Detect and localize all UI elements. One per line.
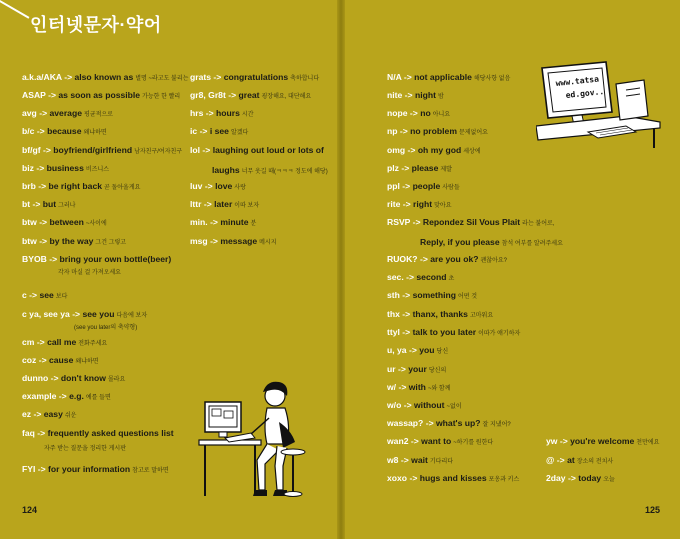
col1-entry bbox=[22, 409, 76, 419]
abbreviation: wassap? bbox=[387, 418, 424, 428]
abbreviation: b/c bbox=[22, 126, 35, 136]
col1-entry bbox=[22, 236, 126, 246]
arrow: -> bbox=[228, 90, 237, 100]
meaning-korean: 시간 bbox=[241, 112, 254, 118]
meaning-english: people bbox=[412, 181, 441, 191]
lol-continuation bbox=[212, 165, 328, 175]
arrow: -> bbox=[407, 145, 416, 155]
arrow: -> bbox=[404, 90, 413, 100]
arrow: -> bbox=[409, 473, 418, 483]
col4-entry bbox=[546, 473, 615, 483]
abbreviation: dunno bbox=[22, 373, 49, 383]
meaning-korean: 보다 bbox=[55, 294, 68, 300]
meaning-korean: 왜냐하면 bbox=[75, 359, 99, 365]
arrow: -> bbox=[419, 254, 428, 264]
meaning-english: but bbox=[42, 199, 57, 209]
abbreviation: ez bbox=[22, 409, 32, 419]
col1-entry bbox=[22, 337, 107, 347]
arrow: -> bbox=[213, 72, 222, 82]
meaning-english: business bbox=[46, 163, 84, 173]
arrow: -> bbox=[36, 337, 45, 347]
abbreviation: ic bbox=[190, 126, 198, 136]
col2-entry bbox=[190, 145, 326, 155]
arrow: -> bbox=[48, 90, 57, 100]
abbreviation: a.k.a/AKA bbox=[22, 72, 62, 82]
meaning-english: frequently asked questions list bbox=[47, 428, 174, 438]
col4-entry bbox=[546, 455, 613, 465]
seeya-subtext: (see you later의 축약형) bbox=[74, 325, 138, 331]
meaning-korean: 굉장해요, 대단해요 bbox=[261, 94, 312, 100]
col2-entry bbox=[190, 72, 319, 82]
abbreviation: BYOB bbox=[22, 254, 47, 264]
abbreviation: xoxo bbox=[387, 473, 408, 483]
arrow: -> bbox=[397, 364, 406, 374]
meaning-english: because bbox=[47, 126, 82, 136]
abbreviation: RUOK? bbox=[387, 254, 418, 264]
abbreviation: w/o bbox=[387, 400, 402, 410]
meaning-korean: 당신 bbox=[436, 349, 449, 355]
meaning-korean: 오늘 bbox=[603, 477, 615, 483]
meaning-english: you bbox=[419, 345, 435, 355]
arrow: -> bbox=[402, 181, 411, 191]
meaning-english: your bbox=[408, 364, 427, 374]
abbreviation: w/ bbox=[387, 382, 397, 392]
meaning-korean: 세상에 bbox=[463, 149, 481, 155]
abbreviation: avg bbox=[22, 108, 37, 118]
arrow: -> bbox=[202, 145, 211, 155]
abbreviation: btw bbox=[22, 217, 37, 227]
meaning-korean: 맞아요 bbox=[434, 203, 452, 209]
arrow: -> bbox=[36, 163, 45, 173]
meaning-english: as soon as possible bbox=[58, 90, 141, 100]
meaning-korean: 고마워요 bbox=[469, 313, 494, 319]
col1-entry bbox=[22, 72, 188, 82]
col1-entry bbox=[22, 145, 182, 155]
col3-entry bbox=[387, 382, 451, 392]
meaning-korean: 전화주세요 bbox=[78, 341, 108, 347]
person-at-computer-illustration bbox=[195, 378, 310, 500]
arrow: -> bbox=[33, 409, 42, 419]
abbreviation: ttyl bbox=[387, 327, 400, 337]
meaning-korean: 분 bbox=[250, 221, 257, 227]
meaning-korean: 사람들 bbox=[442, 185, 460, 191]
arrow: -> bbox=[559, 436, 568, 446]
byob-subtext: 각자 마실 걸 가져오세요 bbox=[58, 270, 121, 276]
arrow: -> bbox=[402, 327, 411, 337]
col2-entry bbox=[190, 236, 277, 246]
arrow: -> bbox=[400, 455, 409, 465]
abbreviation: ASAP bbox=[22, 90, 46, 100]
meaning-english: see bbox=[39, 290, 54, 300]
abbreviation: luv bbox=[190, 181, 203, 191]
page-number-left: 124 bbox=[22, 505, 38, 515]
meaning-korean: 해당사항 없음 bbox=[473, 76, 511, 82]
col2-entry bbox=[190, 199, 259, 209]
abbreviation: lol bbox=[190, 145, 201, 155]
abbreviation: RSVP bbox=[387, 217, 411, 227]
arrow: -> bbox=[49, 254, 58, 264]
meaning-korean: 왜냐하면 bbox=[83, 130, 107, 136]
arrow: -> bbox=[556, 455, 565, 465]
abbreviation: brb bbox=[22, 181, 36, 191]
abbreviation: plz bbox=[387, 163, 399, 173]
abbreviation: bt bbox=[22, 199, 31, 209]
meaning-korean: 그러나 bbox=[58, 203, 76, 209]
rsvp-continuation-ko: 참석 여부를 알려주세요 bbox=[501, 241, 563, 247]
meaning-korean: 알겠다 bbox=[230, 130, 249, 136]
abbreviation: c bbox=[22, 290, 27, 300]
col1-entry bbox=[22, 163, 109, 173]
meaning-english: hugs and kisses bbox=[419, 473, 487, 483]
col1-entry bbox=[22, 355, 99, 365]
col3-entry bbox=[387, 309, 493, 319]
meaning-english: wait bbox=[411, 455, 428, 465]
meaning-korean: 참고로 말하면 bbox=[132, 468, 169, 474]
col3-entry bbox=[387, 455, 453, 465]
meaning-korean: 예를 들면 bbox=[85, 395, 111, 401]
meaning-english: no problem bbox=[410, 126, 457, 136]
col1-entry bbox=[22, 464, 169, 474]
meaning-korean: 밤 bbox=[437, 94, 444, 100]
col3-entry bbox=[387, 145, 481, 155]
col2-entry bbox=[190, 90, 311, 100]
meaning-english: see you bbox=[82, 309, 115, 319]
rsvp-continuation-en: Reply, if you please bbox=[420, 237, 500, 247]
abbreviation: N/A bbox=[387, 72, 402, 82]
meaning-english: laughing out loud or lots of bbox=[212, 145, 324, 155]
col1-entry bbox=[22, 254, 173, 264]
meaning-korean: ~와 함께 bbox=[427, 386, 451, 392]
abbreviation: w8 bbox=[387, 455, 399, 465]
abbreviation: rite bbox=[387, 199, 401, 209]
arrow: -> bbox=[39, 108, 48, 118]
screen-text-line1: www.tatsa bbox=[555, 74, 600, 88]
col3-entry bbox=[387, 217, 555, 227]
col1-entry bbox=[22, 290, 67, 300]
meaning-korean: ~사이에 bbox=[85, 221, 107, 227]
abbreviation: gr8, Gr8t bbox=[190, 90, 226, 100]
meaning-korean: 아니요 bbox=[432, 112, 451, 118]
abbreviation: biz bbox=[22, 163, 34, 173]
meaning-english: talk to you later bbox=[412, 327, 477, 337]
arrow: -> bbox=[58, 391, 67, 401]
col1-entry bbox=[22, 428, 176, 438]
meaning-english: Repondez Sil Vous Plait bbox=[422, 217, 521, 227]
abbreviation: hrs bbox=[190, 108, 204, 118]
arrow: -> bbox=[403, 400, 412, 410]
abbreviation: coz bbox=[22, 355, 37, 365]
meaning-korean: 메시지 bbox=[259, 240, 277, 246]
abbreviation: np bbox=[387, 126, 398, 136]
arrow: -> bbox=[406, 272, 415, 282]
col1-entry bbox=[22, 181, 140, 191]
meaning-english: not applicable bbox=[414, 72, 472, 82]
meaning-english: don't know bbox=[60, 373, 106, 383]
col3-entry bbox=[387, 181, 460, 191]
abbreviation: thx bbox=[387, 309, 400, 319]
meaning-korean: 축하합니다 bbox=[290, 76, 320, 82]
meaning-english: minute bbox=[220, 217, 249, 227]
arrow: -> bbox=[64, 72, 73, 82]
meaning-korean: 이따 보자 bbox=[234, 203, 260, 209]
abbreviation: lttr bbox=[190, 199, 202, 209]
meaning-korean: 비즈니스 bbox=[85, 167, 110, 173]
arrow: -> bbox=[398, 382, 407, 392]
arrow: -> bbox=[399, 126, 408, 136]
meaning-english: between bbox=[49, 217, 84, 227]
col4-entry bbox=[546, 436, 659, 446]
arrow: -> bbox=[401, 163, 410, 173]
meaning-english: what's up? bbox=[435, 418, 481, 428]
arrow: -> bbox=[402, 309, 411, 319]
meaning-korean: 별명 ~라고도 불리는 bbox=[135, 76, 189, 82]
meaning-korean: 남자친구/여자친구 bbox=[134, 149, 183, 155]
arrow: -> bbox=[37, 464, 46, 474]
col1-entry bbox=[22, 217, 107, 227]
col2-entry bbox=[190, 126, 248, 136]
arrow: -> bbox=[37, 428, 46, 438]
col3-entry bbox=[387, 272, 454, 282]
arrow: -> bbox=[402, 199, 411, 209]
abbreviation: bf/gf bbox=[22, 145, 41, 155]
col1-entry bbox=[22, 126, 107, 136]
arrow: -> bbox=[32, 199, 41, 209]
col2-entry bbox=[190, 108, 254, 118]
meaning-english: by the way bbox=[49, 236, 94, 246]
meaning-english: bring your own bottle(beer) bbox=[59, 254, 172, 264]
abbreviation: cm bbox=[22, 337, 35, 347]
meaning-korean: 제발 bbox=[440, 167, 452, 173]
arrow: -> bbox=[425, 418, 434, 428]
arrow: -> bbox=[39, 217, 48, 227]
meaning-english: great bbox=[238, 90, 260, 100]
col1-entry bbox=[22, 373, 125, 383]
arrow: -> bbox=[72, 309, 81, 319]
col3-entry bbox=[387, 327, 520, 337]
page-number-right: 125 bbox=[645, 505, 661, 515]
abbreviation: faq bbox=[22, 428, 35, 438]
col3-entry bbox=[387, 345, 448, 355]
abbreviation: omg bbox=[387, 145, 406, 155]
arrow: -> bbox=[38, 181, 47, 191]
arrow: -> bbox=[29, 290, 38, 300]
arrow: -> bbox=[567, 473, 576, 483]
abbreviation: u, ya bbox=[387, 345, 407, 355]
col3-entry bbox=[387, 418, 511, 428]
arrow: -> bbox=[402, 290, 411, 300]
col3-entry bbox=[387, 163, 452, 173]
meaning-english: without bbox=[414, 400, 445, 410]
arrow: -> bbox=[39, 236, 48, 246]
meaning-english: boyfriend/girlfriend bbox=[53, 145, 133, 155]
abbreviation: ppl bbox=[387, 181, 400, 191]
meaning-english: no bbox=[420, 108, 431, 118]
col3-entry bbox=[387, 90, 444, 100]
book-gutter bbox=[337, 0, 345, 539]
meaning-english: something bbox=[412, 290, 457, 300]
meaning-english: hours bbox=[216, 108, 240, 118]
abbreviation: sth bbox=[387, 290, 400, 300]
meaning-english: please bbox=[411, 163, 439, 173]
col3-entry bbox=[387, 108, 450, 118]
meaning-english: easy bbox=[43, 409, 63, 419]
abbreviation: c ya, see ya bbox=[22, 309, 70, 319]
col1-entry bbox=[22, 391, 111, 401]
meaning-english: congratulations bbox=[223, 72, 289, 82]
meaning-korean: 이따가 얘기하자 bbox=[478, 331, 521, 337]
meaning-korean: ~하기를 원한다 bbox=[453, 440, 494, 446]
faq-subtext: 자주 받는 질문을 정리한 게시판 bbox=[44, 446, 127, 452]
col3-entry bbox=[387, 290, 477, 300]
meaning-english: you're welcome bbox=[570, 436, 635, 446]
lol-continuation-en: laughs bbox=[212, 165, 240, 175]
abbreviation: yw bbox=[546, 436, 558, 446]
meaning-english: second bbox=[416, 272, 447, 282]
meaning-english: oh my god bbox=[417, 145, 462, 155]
meaning-korean: 장소의 전치사 bbox=[576, 459, 614, 465]
meaning-korean: 가능한 한 빨리 bbox=[142, 94, 181, 100]
meaning-korean: 몰라요 bbox=[107, 377, 126, 383]
meaning-korean: 기다리다 bbox=[429, 459, 454, 465]
meaning-english: right bbox=[413, 199, 433, 209]
meaning-english: e.g. bbox=[69, 391, 84, 401]
abbreviation: min. bbox=[190, 217, 208, 227]
page-title: 인터넷문자·약어 bbox=[30, 15, 162, 35]
meaning-korean: 당신의 bbox=[428, 368, 447, 374]
arrow: -> bbox=[203, 199, 212, 209]
meaning-korean: 사랑 bbox=[234, 185, 246, 191]
arrow: -> bbox=[409, 108, 418, 118]
meaning-english: at bbox=[567, 455, 575, 465]
meaning-english: call me bbox=[47, 337, 77, 347]
arrow: -> bbox=[412, 217, 421, 227]
lol-continuation-ko: 너무 웃길 때(ㅋㅋㅋ 정도에 해당) bbox=[241, 169, 328, 175]
col1-entry bbox=[22, 309, 147, 319]
meaning-korean: 곧 돌아올게요 bbox=[104, 185, 141, 191]
meaning-korean: 포옹과 키스 bbox=[488, 477, 520, 483]
abbreviation: ur bbox=[387, 364, 396, 374]
arrow: -> bbox=[36, 126, 45, 136]
meaning-korean: 초 bbox=[448, 276, 455, 282]
arrow: -> bbox=[38, 355, 47, 365]
meaning-korean: 다음에 보자 bbox=[116, 313, 148, 319]
arrow: -> bbox=[408, 345, 417, 355]
meaning-korean: ~없이 bbox=[446, 404, 462, 410]
col3-entry bbox=[387, 72, 510, 82]
arrow: -> bbox=[410, 436, 419, 446]
meaning-korean: 괜찮아요? bbox=[480, 258, 508, 264]
arrow: -> bbox=[50, 373, 59, 383]
arrow: -> bbox=[210, 217, 218, 227]
col1-entry bbox=[22, 199, 76, 209]
meaning-english: love bbox=[215, 181, 233, 191]
arrow: -> bbox=[204, 181, 213, 191]
computer-illustration bbox=[536, 60, 662, 150]
meaning-korean: 천만에요 bbox=[636, 440, 660, 446]
meaning-english: also known as bbox=[74, 72, 134, 82]
abbreviation: btw bbox=[22, 236, 37, 246]
meaning-korean: 라는 불어로, bbox=[522, 221, 555, 227]
col3-entry bbox=[387, 473, 519, 483]
col3-entry bbox=[387, 254, 507, 264]
col1-entry bbox=[22, 108, 113, 118]
meaning-english: with bbox=[408, 382, 426, 392]
col3-entry bbox=[387, 126, 488, 136]
meaning-english: thanx, thanks bbox=[412, 309, 468, 319]
arrow: -> bbox=[210, 236, 218, 246]
meaning-korean: 어떤 것 bbox=[458, 294, 478, 300]
meaning-korean: 평균적으로 bbox=[83, 112, 113, 118]
abbreviation: grats bbox=[190, 72, 212, 82]
col3-entry bbox=[387, 400, 462, 410]
rsvp-continuation bbox=[420, 237, 563, 247]
arrow: -> bbox=[43, 145, 51, 155]
meaning-english: cause bbox=[49, 355, 74, 365]
col2-entry bbox=[190, 217, 256, 227]
abbreviation: example bbox=[22, 391, 57, 401]
screen-text-line2: ed.gov.. bbox=[565, 87, 605, 100]
meaning-english: average bbox=[49, 108, 82, 118]
abbreviation: FYI bbox=[22, 464, 36, 474]
col2-entry bbox=[190, 181, 246, 191]
abbreviation: 2day bbox=[546, 473, 566, 483]
meaning-english: later bbox=[214, 199, 233, 209]
meaning-korean: 문제없어요 bbox=[458, 130, 488, 136]
abbreviation: sec. bbox=[387, 272, 404, 282]
meaning-korean: 잘 지냈어? bbox=[482, 422, 511, 428]
col1-entry bbox=[22, 90, 180, 100]
abbreviation: wan2 bbox=[387, 436, 409, 446]
abbreviation: nope bbox=[387, 108, 408, 118]
arrow: -> bbox=[205, 108, 214, 118]
meaning-english: today bbox=[578, 473, 602, 483]
abbreviation: @ bbox=[546, 455, 555, 465]
abbreviation: nite bbox=[387, 90, 403, 100]
meaning-english: be right back bbox=[48, 181, 102, 191]
col3-entry bbox=[387, 364, 446, 374]
col3-entry bbox=[387, 436, 493, 446]
col3-entry bbox=[387, 199, 452, 209]
meaning-korean: 쉬운 bbox=[64, 413, 77, 419]
meaning-english: are you ok? bbox=[430, 254, 479, 264]
meaning-english: night bbox=[414, 90, 436, 100]
meaning-english: i see bbox=[209, 126, 229, 136]
meaning-english: message bbox=[220, 236, 258, 246]
arrow: -> bbox=[403, 72, 412, 82]
arrow: -> bbox=[199, 126, 208, 136]
abbreviation: msg bbox=[190, 236, 208, 246]
meaning-english: want to bbox=[421, 436, 452, 446]
meaning-korean: 그건 그렇고 bbox=[95, 240, 127, 246]
meaning-english: for your information bbox=[48, 464, 131, 474]
